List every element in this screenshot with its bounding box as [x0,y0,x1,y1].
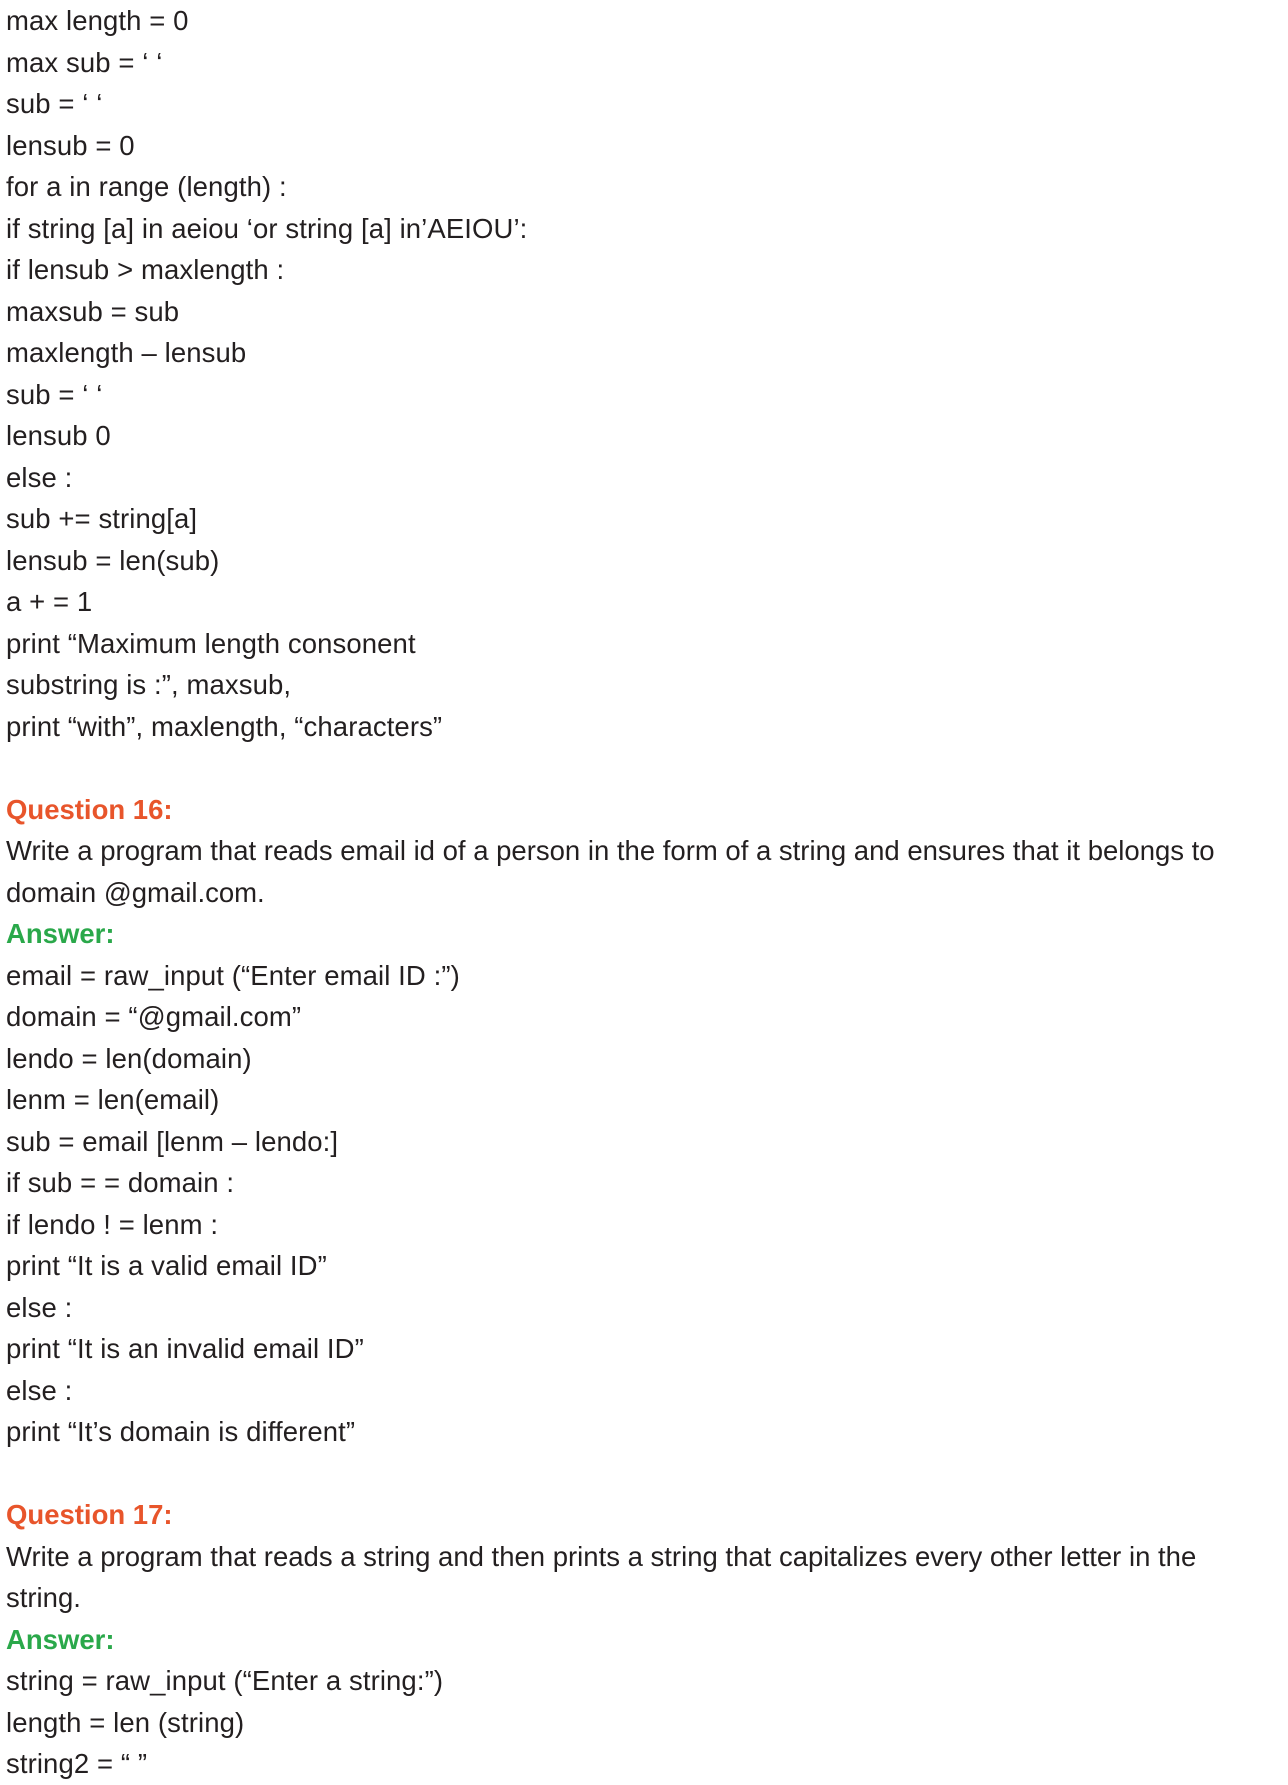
code-line: email = raw_input (“Enter email ID :”) [6,959,460,991]
question-17-prompt: Write a program that reads a string and then prints a string that capitalizes every other letter in the string. [6,1540,1197,1613]
code-line: maxlength – lensub [6,337,247,368]
code-line: sub = ‘ ‘ [6,88,103,119]
question-16-heading: Question 16: [6,793,173,825]
code-line: maxsub = sub [6,295,180,327]
code-line: else : [6,461,73,493]
top-code-block [6,0,1278,747]
code-line: lensub = 0 [6,129,135,161]
code-line: print “It’s domain is different” [6,1416,356,1447]
code-line: sub = ‘ ‘ [6,378,103,410]
code-line: domain = “@gmail.com” [6,1001,302,1032]
code-line: else : [6,1374,73,1406]
code-line: if lensub > maxlength : [6,254,285,285]
spacer [6,1453,1278,1495]
code-line: print “with”, maxlength, “characters” [6,710,443,742]
question-16-answer-label: Answer: [6,918,115,949]
spacer [6,747,1278,789]
code-line: for a in range (length) : [6,171,287,202]
code-line: if sub = = domain : [6,1167,235,1198]
code-line: print “It is a valid email ID” [6,1250,327,1281]
question-16-prompt: Write a program that reads email id of a person in the form of a string and ensures that it belongs to domain @gmail.com. [6,835,1215,908]
code-line: a + = 1 [6,586,93,617]
question-16-block [6,789,1278,1453]
code-line: substring is :”, maxsub, [6,669,292,700]
question-17-block [6,1494,1278,1785]
code-line: lensub 0 [6,420,111,451]
code-line: print “Maximum length consonent [6,627,416,659]
code-line: sub += string[a] [6,503,198,534]
code-line: max sub = ‘ ‘ [6,46,163,78]
code-line: if string [a] in aeiou ‘or string [a] in’AEIOU’: [6,212,528,244]
code-line: string = raw_input (“Enter a string:”) [6,1665,444,1696]
code-line: length = len (string) [6,1706,245,1738]
code-line: sub = email [lenm – lendo:] [6,1125,339,1157]
code-line: else : [6,1291,73,1323]
code-line: max length = 0 [6,5,189,36]
question-17-heading: Question 17: [6,1499,173,1530]
code-line: lensub = len(sub) [6,544,220,576]
code-line: lenm = len(email) [6,1084,220,1115]
code-line: if lendo ! = lenm : [6,1208,219,1240]
code-line: print “It is an invalid email ID” [6,1333,364,1364]
question-17-answer-label: Answer: [6,1623,115,1655]
code-line: string2 = “ ” [6,1748,148,1779]
code-line: lendo = len(domain) [6,1042,252,1074]
